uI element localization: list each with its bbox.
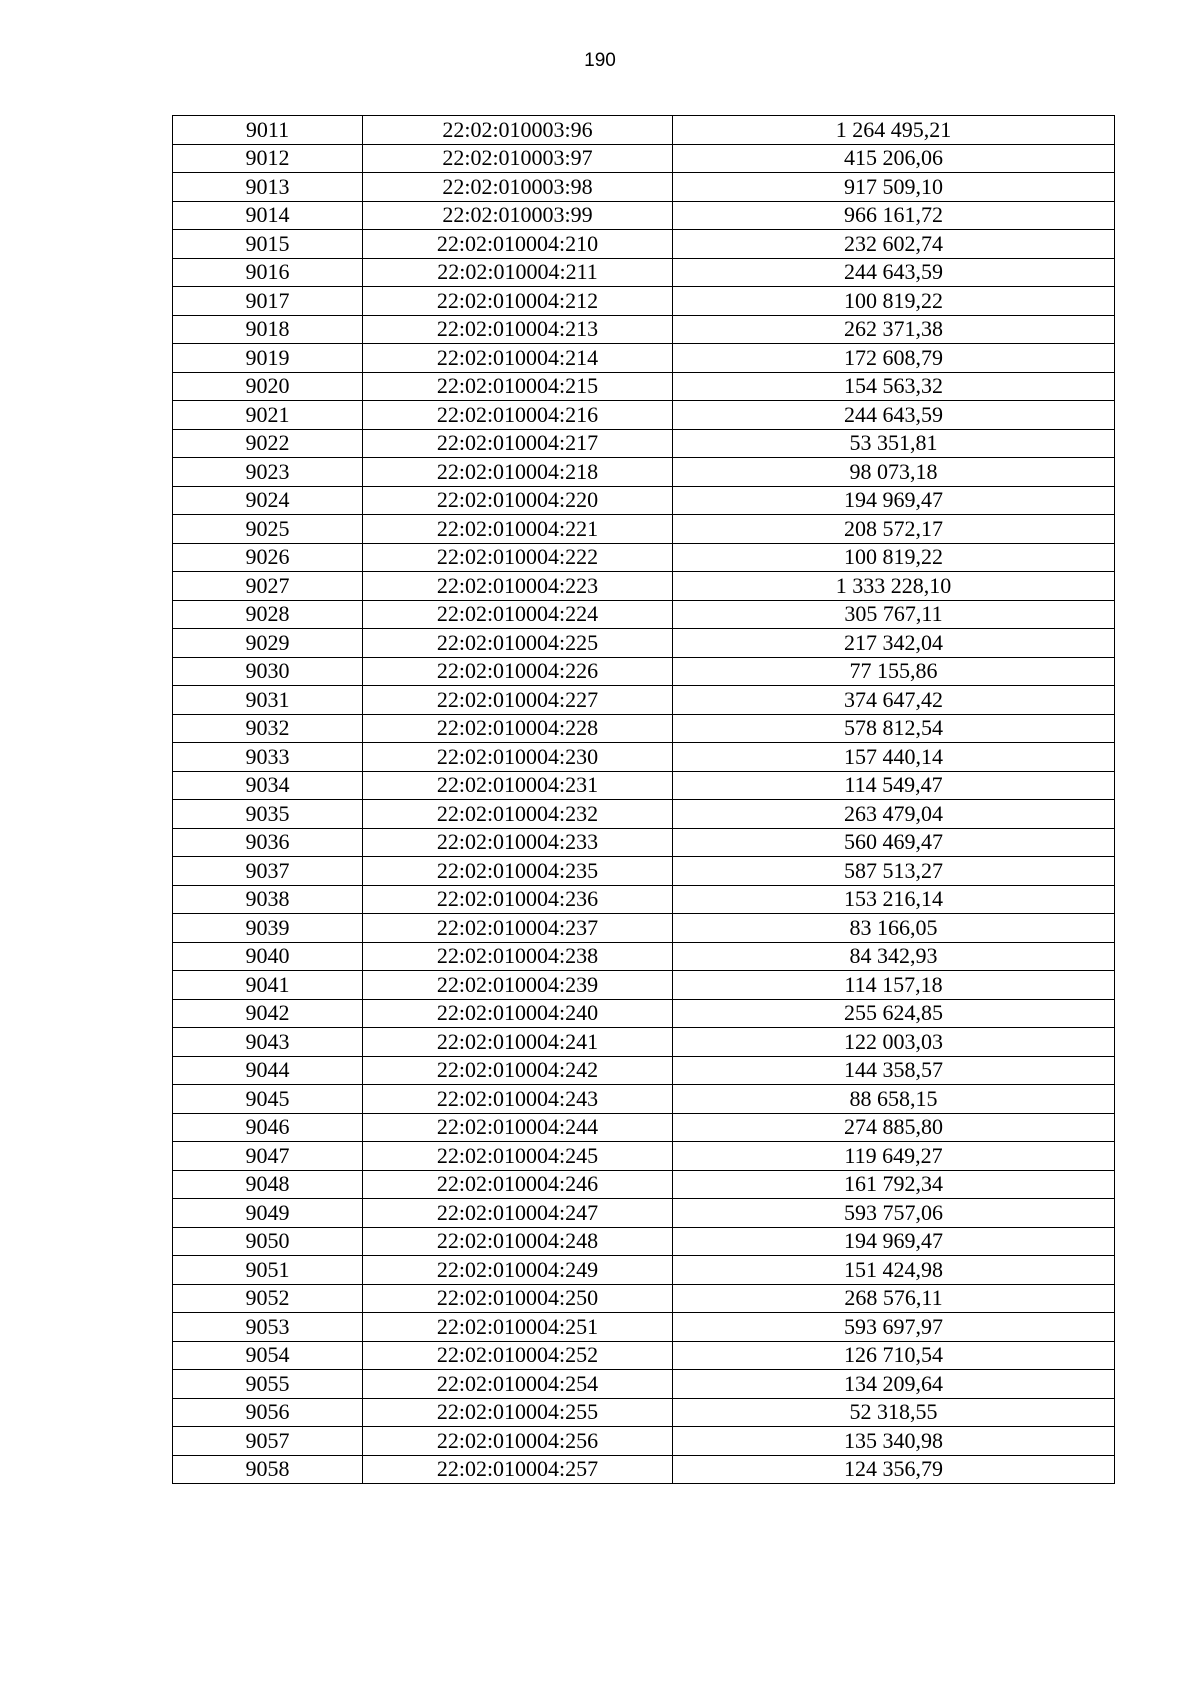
row-number-cell: 9057 [173,1427,363,1456]
cadastral-value-cell: 208 572,17 [673,515,1115,544]
cadastral-value-cell: 587 513,27 [673,857,1115,886]
row-number-cell: 9020 [173,372,363,401]
row-number-cell: 9027 [173,572,363,601]
table-body [173,116,1115,1484]
cadastral-value-table [172,115,1115,1484]
table-row [173,1056,1115,1085]
cadastral-value-cell: 415 206,06 [673,144,1115,173]
cadastral-number-cell: 22:02:010003:99 [363,201,673,230]
cadastral-value-cell: 917 509,10 [673,173,1115,202]
row-number-cell: 9042 [173,999,363,1028]
cadastral-number-cell: 22:02:010004:231 [363,771,673,800]
table-row [173,1142,1115,1171]
cadastral-number-cell: 22:02:010004:220 [363,486,673,515]
cadastral-value-cell: 1 264 495,21 [673,116,1115,145]
table-row [173,201,1115,230]
cadastral-number-cell: 22:02:010004:226 [363,657,673,686]
cadastral-value-cell: 217 342,04 [673,629,1115,658]
cadastral-value-cell: 274 885,80 [673,1113,1115,1142]
cadastral-value-cell: 263 479,04 [673,800,1115,829]
row-number-cell: 9012 [173,144,363,173]
cadastral-number-cell: 22:02:010004:257 [363,1455,673,1484]
cadastral-number-cell: 22:02:010004:251 [363,1313,673,1342]
table-row [173,230,1115,259]
cadastral-value-cell: 593 757,06 [673,1199,1115,1228]
cadastral-value-cell: 1 333 228,10 [673,572,1115,601]
table-row [173,1085,1115,1114]
table-row [173,1113,1115,1142]
cadastral-number-cell: 22:02:010004:221 [363,515,673,544]
row-number-cell: 9021 [173,401,363,430]
cadastral-value-cell: 593 697,97 [673,1313,1115,1342]
cadastral-number-cell: 22:02:010004:245 [363,1142,673,1171]
row-number-cell: 9031 [173,686,363,715]
table-row [173,429,1115,458]
cadastral-number-cell: 22:02:010004:244 [363,1113,673,1142]
cadastral-number-cell: 22:02:010004:235 [363,857,673,886]
row-number-cell: 9045 [173,1085,363,1114]
cadastral-value-cell: 135 340,98 [673,1427,1115,1456]
cadastral-value-cell: 374 647,42 [673,686,1115,715]
row-number-cell: 9036 [173,828,363,857]
table-row [173,1284,1115,1313]
table-row [173,885,1115,914]
cadastral-number-cell: 22:02:010004:210 [363,230,673,259]
table-row [173,999,1115,1028]
row-number-cell: 9035 [173,800,363,829]
cadastral-number-cell: 22:02:010004:233 [363,828,673,857]
row-number-cell: 9025 [173,515,363,544]
cadastral-number-cell: 22:02:010004:243 [363,1085,673,1114]
table-row [173,686,1115,715]
cadastral-value-cell: 84 342,93 [673,942,1115,971]
cadastral-number-cell: 22:02:010004:255 [363,1398,673,1427]
row-number-cell: 9054 [173,1341,363,1370]
row-number-cell: 9018 [173,315,363,344]
table-row [173,144,1115,173]
row-number-cell: 9016 [173,258,363,287]
table-row [173,771,1115,800]
table-row [173,1427,1115,1456]
cadastral-value-cell: 578 812,54 [673,714,1115,743]
row-number-cell: 9048 [173,1170,363,1199]
cadastral-value-cell: 100 819,22 [673,543,1115,572]
cadastral-number-cell: 22:02:010003:98 [363,173,673,202]
row-number-cell: 9026 [173,543,363,572]
cadastral-number-cell: 22:02:010004:225 [363,629,673,658]
row-number-cell: 9044 [173,1056,363,1085]
cadastral-value-cell: 244 643,59 [673,401,1115,430]
cadastral-value-cell: 126 710,54 [673,1341,1115,1370]
row-number-cell: 9058 [173,1455,363,1484]
row-number-cell: 9029 [173,629,363,658]
table-row [173,344,1115,373]
row-number-cell: 9053 [173,1313,363,1342]
table-row [173,1256,1115,1285]
cadastral-number-cell: 22:02:010004:223 [363,572,673,601]
table-row [173,629,1115,658]
cadastral-value-cell: 194 969,47 [673,1227,1115,1256]
table-row [173,600,1115,629]
cadastral-value-cell: 262 371,38 [673,315,1115,344]
cadastral-value-cell: 560 469,47 [673,828,1115,857]
row-number-cell: 9033 [173,743,363,772]
cadastral-number-cell: 22:02:010004:211 [363,258,673,287]
row-number-cell: 9046 [173,1113,363,1142]
row-number-cell: 9028 [173,600,363,629]
table-row [173,1170,1115,1199]
cadastral-value-cell: 114 157,18 [673,971,1115,1000]
table-row [173,486,1115,515]
row-number-cell: 9011 [173,116,363,145]
cadastral-value-cell: 52 318,55 [673,1398,1115,1427]
table-row [173,401,1115,430]
table-row [173,800,1115,829]
cadastral-number-cell: 22:02:010004:249 [363,1256,673,1285]
cadastral-number-cell: 22:02:010004:247 [363,1199,673,1228]
cadastral-value-cell: 134 209,64 [673,1370,1115,1399]
cadastral-number-cell: 22:02:010004:222 [363,543,673,572]
cadastral-number-cell: 22:02:010004:242 [363,1056,673,1085]
table-row [173,1199,1115,1228]
table-row [173,828,1115,857]
cadastral-number-cell: 22:02:010004:218 [363,458,673,487]
cadastral-number-cell: 22:02:010004:230 [363,743,673,772]
cadastral-value-cell: 194 969,47 [673,486,1115,515]
cadastral-value-cell: 122 003,03 [673,1028,1115,1057]
cadastral-number-cell: 22:02:010003:97 [363,144,673,173]
table-row [173,116,1115,145]
table-row [173,1398,1115,1427]
row-number-cell: 9047 [173,1142,363,1171]
cadastral-number-cell: 22:02:010004:241 [363,1028,673,1057]
cadastral-number-cell: 22:02:010004:214 [363,344,673,373]
table-row [173,1227,1115,1256]
cadastral-number-cell: 22:02:010004:238 [363,942,673,971]
row-number-cell: 9056 [173,1398,363,1427]
cadastral-value-cell: 119 649,27 [673,1142,1115,1171]
table-row [173,1028,1115,1057]
cadastral-number-cell: 22:02:010004:224 [363,600,673,629]
cadastral-number-cell: 22:02:010004:252 [363,1341,673,1370]
cadastral-value-cell: 100 819,22 [673,287,1115,316]
row-number-cell: 9052 [173,1284,363,1313]
cadastral-number-cell: 22:02:010004:239 [363,971,673,1000]
row-number-cell: 9049 [173,1199,363,1228]
cadastral-number-cell: 22:02:010004:254 [363,1370,673,1399]
cadastral-value-cell: 172 608,79 [673,344,1115,373]
cadastral-number-cell: 22:02:010004:256 [363,1427,673,1456]
cadastral-value-cell: 53 351,81 [673,429,1115,458]
cadastral-number-cell: 22:02:010004:237 [363,914,673,943]
cadastral-value-cell: 114 549,47 [673,771,1115,800]
cadastral-value-cell: 157 440,14 [673,743,1115,772]
table-row [173,287,1115,316]
page-number: 190 [584,50,616,71]
cadastral-number-cell: 22:02:010004:232 [363,800,673,829]
cadastral-value-cell: 305 767,11 [673,600,1115,629]
row-number-cell: 9030 [173,657,363,686]
table-row [173,1313,1115,1342]
row-number-cell: 9034 [173,771,363,800]
cadastral-value-cell: 98 073,18 [673,458,1115,487]
table-row [173,1455,1115,1484]
cadastral-value-cell: 966 161,72 [673,201,1115,230]
cadastral-number-cell: 22:02:010004:228 [363,714,673,743]
cadastral-value-cell: 144 358,57 [673,1056,1115,1085]
row-number-cell: 9019 [173,344,363,373]
cadastral-value-cell: 268 576,11 [673,1284,1115,1313]
cadastral-number-cell: 22:02:010004:215 [363,372,673,401]
table-row [173,458,1115,487]
cadastral-value-cell: 88 658,15 [673,1085,1115,1114]
cadastral-number-cell: 22:02:010003:96 [363,116,673,145]
cadastral-number-cell: 22:02:010004:250 [363,1284,673,1313]
row-number-cell: 9022 [173,429,363,458]
cadastral-value-cell: 232 602,74 [673,230,1115,259]
table-row [173,857,1115,886]
row-number-cell: 9032 [173,714,363,743]
table-row [173,372,1115,401]
table-row [173,657,1115,686]
cadastral-number-cell: 22:02:010004:216 [363,401,673,430]
row-number-cell: 9051 [173,1256,363,1285]
table-row [173,1370,1115,1399]
table-row [173,515,1115,544]
row-number-cell: 9015 [173,230,363,259]
row-number-cell: 9040 [173,942,363,971]
cadastral-value-cell: 244 643,59 [673,258,1115,287]
row-number-cell: 9050 [173,1227,363,1256]
row-number-cell: 9038 [173,885,363,914]
cadastral-value-cell: 154 563,32 [673,372,1115,401]
table-row [173,714,1115,743]
cadastral-value-cell: 161 792,34 [673,1170,1115,1199]
table-row [173,258,1115,287]
cadastral-value-cell: 83 166,05 [673,914,1115,943]
row-number-cell: 9023 [173,458,363,487]
row-number-cell: 9014 [173,201,363,230]
cadastral-number-cell: 22:02:010004:248 [363,1227,673,1256]
row-number-cell: 9024 [173,486,363,515]
row-number-cell: 9041 [173,971,363,1000]
table-row [173,543,1115,572]
cadastral-value-cell: 153 216,14 [673,885,1115,914]
cadastral-number-cell: 22:02:010004:236 [363,885,673,914]
table-row [173,572,1115,601]
cadastral-number-cell: 22:02:010004:227 [363,686,673,715]
table-row [173,971,1115,1000]
row-number-cell: 9043 [173,1028,363,1057]
cadastral-value-cell: 124 356,79 [673,1455,1115,1484]
row-number-cell: 9017 [173,287,363,316]
cadastral-value-cell: 151 424,98 [673,1256,1115,1285]
cadastral-number-cell: 22:02:010004:213 [363,315,673,344]
table-row [173,942,1115,971]
table-row [173,914,1115,943]
cadastral-number-cell: 22:02:010004:217 [363,429,673,458]
cadastral-value-cell: 255 624,85 [673,999,1115,1028]
row-number-cell: 9039 [173,914,363,943]
row-number-cell: 9055 [173,1370,363,1399]
cadastral-value-cell: 77 155,86 [673,657,1115,686]
cadastral-number-cell: 22:02:010004:246 [363,1170,673,1199]
table-row [173,743,1115,772]
row-number-cell: 9037 [173,857,363,886]
row-number-cell: 9013 [173,173,363,202]
table-row [173,315,1115,344]
table-row [173,173,1115,202]
cadastral-number-cell: 22:02:010004:212 [363,287,673,316]
table-row [173,1341,1115,1370]
cadastral-number-cell: 22:02:010004:240 [363,999,673,1028]
